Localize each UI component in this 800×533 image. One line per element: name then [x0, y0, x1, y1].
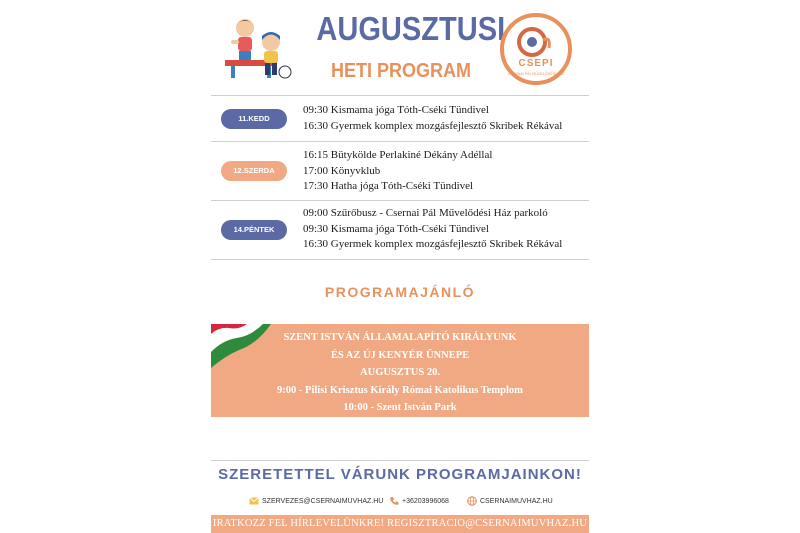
email-icon [249, 496, 259, 506]
contact-website[interactable] [467, 496, 553, 508]
event-line: 16:30 Gyermek komplex mozgásfejlesztő Skribek Rékával [303, 119, 563, 132]
title-main: AUGUSZTUSI [316, 10, 506, 47]
website-text: CSERNAIMUVHAZ.HU [480, 498, 553, 505]
contact-phone[interactable] [389, 496, 449, 508]
newsletter-banner[interactable]: IRATKOZZ FEL HÍRLEVELÜNKRE! REGISZTRACIO@CSERNAIMUVHAZ.HU [211, 515, 589, 533]
event-line: 17:00 Könyvklub [303, 164, 381, 177]
event-line: 09:30 Kismama jóga Tóth-Cséki Tündivel [303, 222, 489, 235]
reco-line: 9:00 - Pilisi Krisztus Király Római Katolikus Templom [277, 384, 523, 396]
email-text: SZERVEZES@CSERNAIMUVHAZ.HU [262, 498, 384, 505]
divider [211, 259, 589, 260]
divider [211, 141, 589, 142]
reco-line: SZENT ISTVÁN ÁLLAMALAPÍTÓ KIRÁLYUNK [283, 332, 517, 343]
day-badge-wednesday: 12.SZERDA [221, 161, 287, 181]
globe-icon [467, 496, 477, 506]
event-line: 17:30 Hatha jóga Tóth-Cséki Tündivel [303, 180, 474, 192]
divider [211, 200, 589, 201]
slogan: SZERETETTEL VÁRUNK PROGRAMJAINKON! [218, 466, 582, 483]
svg-text:CSERNAI PÁL MŰVELŐDÉSI HÁZ: CSERNAI PÁL MŰVELŐDÉSI HÁZ [507, 72, 565, 76]
phone-text: +36203996068 [402, 498, 449, 505]
contact-email[interactable] [249, 496, 383, 508]
divider [211, 460, 589, 461]
event-line: 09:30 Kismama jóga Tóth-Cséki Tündivel [303, 104, 489, 116]
svg-text:CSEPI: CSEPI [518, 58, 554, 69]
event-line: 16:15 Bütykölde Perlakiné Dékány Adéllal [303, 149, 493, 161]
event-line: 16:30 Gyermek komplex mozgásfejlesztő Skribek Rékával [303, 238, 563, 250]
reco-line: ÉS AZ ÚJ KENYÉR ÜNNEPE [330, 349, 470, 361]
events-friday [303, 206, 562, 253]
phone-icon [389, 496, 399, 506]
divider [211, 95, 589, 96]
children-illustration [223, 14, 295, 80]
events-wednesday [303, 148, 492, 195]
recommendation-box [211, 324, 589, 417]
day-badge-tuesday: 11.KEDD [221, 109, 287, 129]
events-tuesday [303, 103, 562, 134]
event-line: 09:00 Szűrőbusz - Csernai Pál Művelődési Ház parkoló [303, 207, 548, 219]
recommendation-text [211, 329, 589, 417]
recommendation-heading: PROGRAMAJÁNLÓ [324, 284, 476, 300]
day-badge-friday: 14.PÉNTEK [221, 220, 287, 240]
reco-line: AUGUSZTUS 20. [360, 367, 440, 378]
reco-line: 10:00 - Szent István Park [343, 402, 457, 413]
title-sub: HETI PROGRAM [330, 60, 472, 82]
program-poster [211, 0, 589, 533]
csepi-logo [499, 12, 573, 86]
